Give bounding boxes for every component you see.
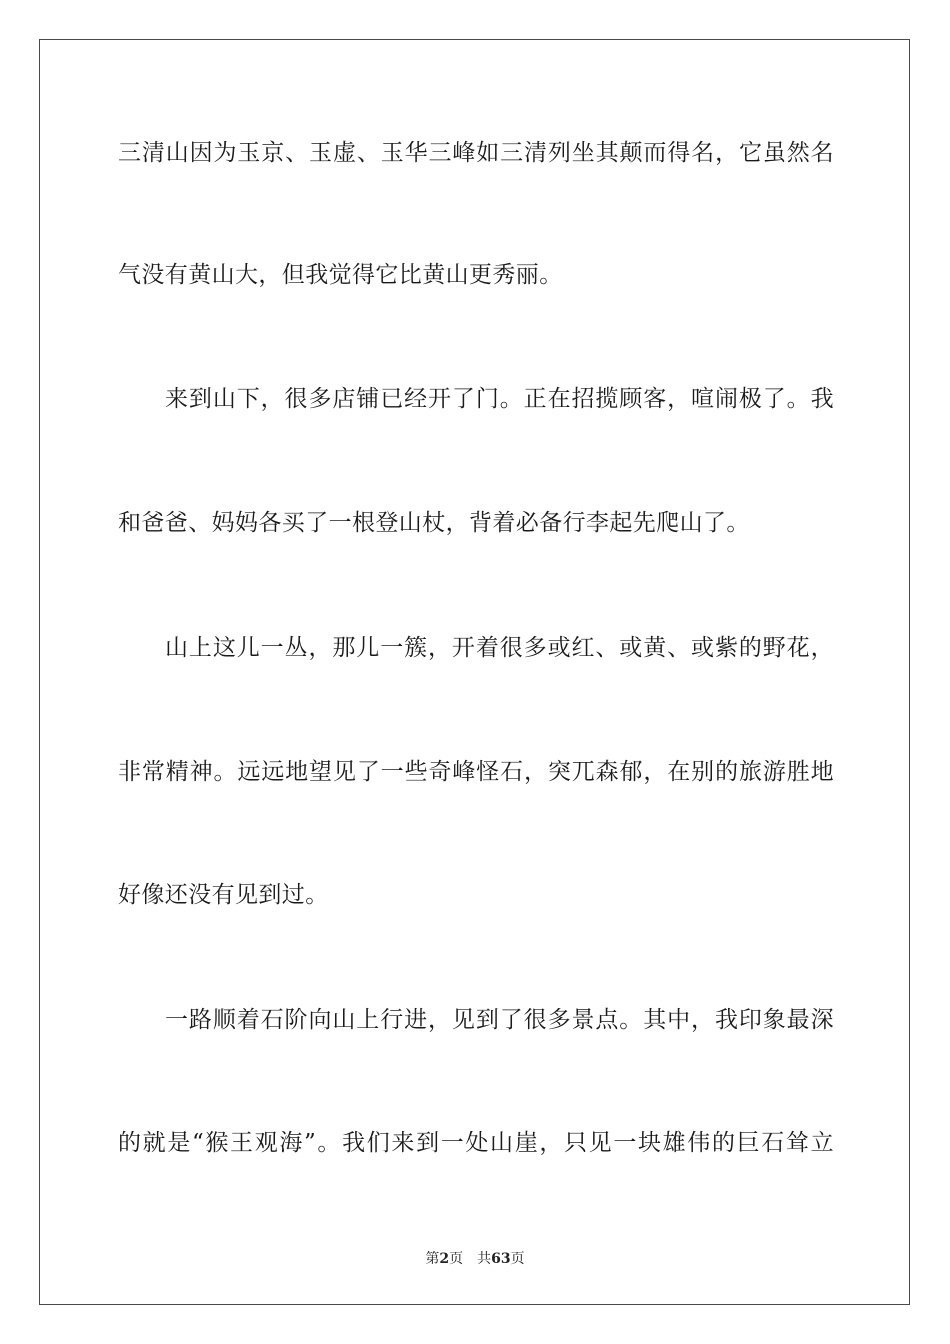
- paragraph-line: 一路顺着石阶向山上行进，见到了很多景点。其中，我印象最深: [165, 1007, 834, 1033]
- page-footer: [0, 1248, 950, 1268]
- paragraph-line: 好像还没有见到过。: [118, 882, 329, 908]
- paragraph-line: 非常精神。远远地望见了一些奇峰怪石，突兀森郁，在别的旅游胜地: [118, 759, 834, 785]
- page-number: 2: [439, 1251, 450, 1267]
- paragraph-line: 气没有黄山大，但我觉得它比黄山更秀丽。: [118, 262, 563, 288]
- paragraph-line: 山上这儿一丛，那儿一簇，开着很多或红、或黄、或紫的野花，: [165, 635, 834, 661]
- paragraph-line: 三清山因为玉京、玉虚、玉华三峰如三清列坐其颠而得名，它虽然名: [118, 140, 834, 166]
- total-suffix: 页: [510, 1251, 525, 1267]
- total-pages: 63: [491, 1251, 511, 1267]
- paragraph-line: 的就是“猴王观海”。我们来到一处山崖，只见一块雄伟的巨石耸立: [118, 1130, 834, 1156]
- page-suffix: 页: [449, 1251, 464, 1267]
- page-prefix: 第: [425, 1251, 440, 1267]
- paragraph-line: 来到山下，很多店铺已经开了门。正在招揽顾客，喧闹极了。我: [165, 386, 834, 412]
- paragraph-line: 和爸爸、妈妈各买了一根登山杖，背着必备行李起先爬山了。: [118, 510, 750, 536]
- page-border: [39, 39, 910, 1305]
- total-prefix: 共: [477, 1251, 492, 1267]
